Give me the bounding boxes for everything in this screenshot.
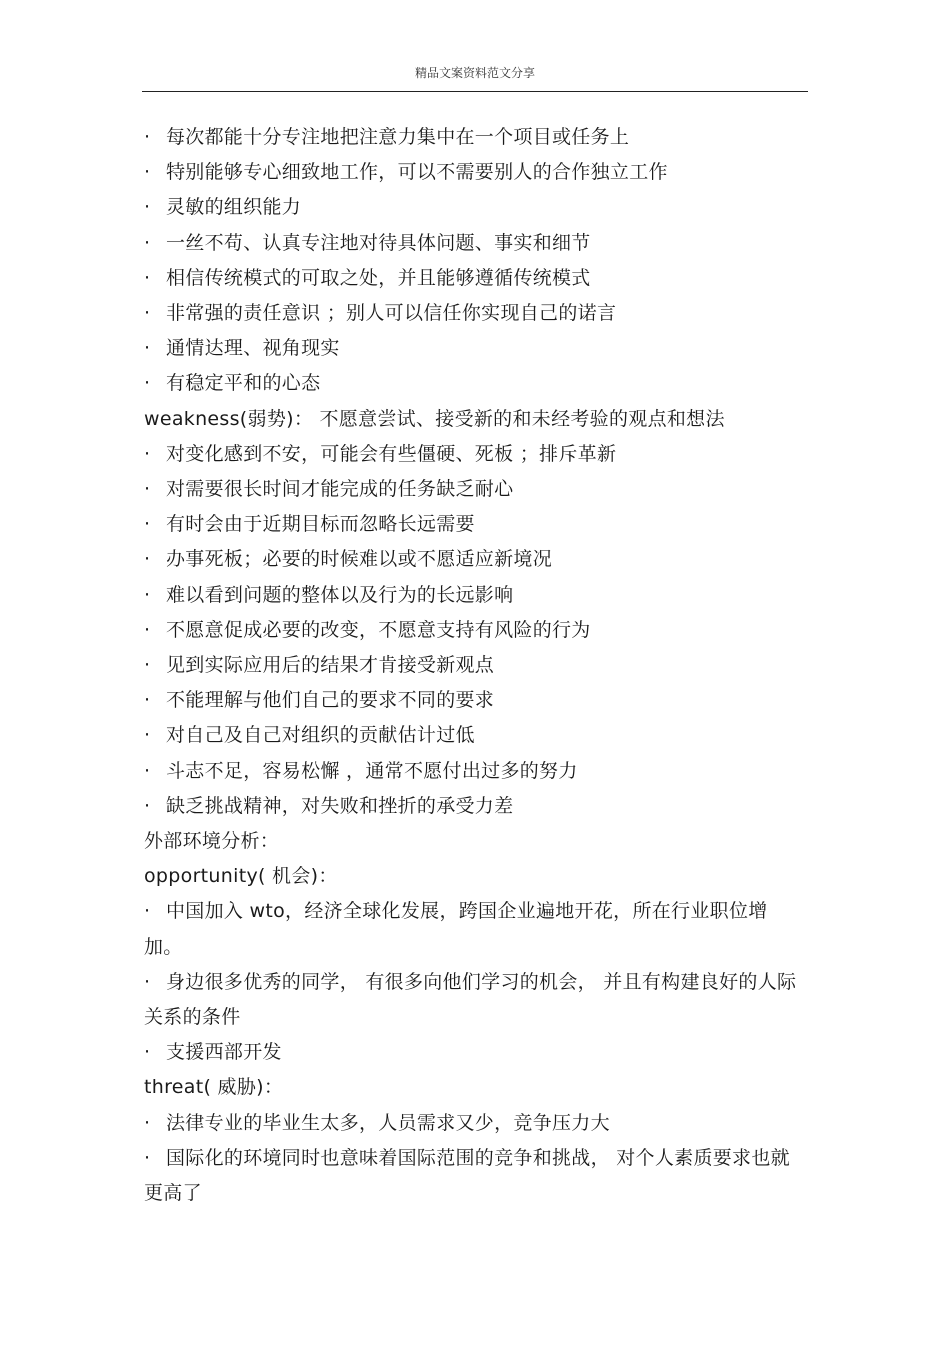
list-item (144, 965, 804, 1035)
bullet: · (144, 654, 151, 677)
list-item (144, 578, 804, 613)
list-item-text: 特别能够专心细致地工作，可以不需要别人的合作独立工作 (166, 161, 668, 184)
list-item (144, 613, 804, 648)
bullet: · (144, 442, 151, 465)
list-item-text: 灵敏的组织能力 (166, 196, 302, 219)
list-item (144, 261, 804, 296)
list-item-text: 缺乏挑战精神，对失败和挫折的承受力差 (166, 794, 514, 817)
weakness-heading: weakness(弱势)： 不愿意尝试、接受新的和未经考验的观点和想法 (144, 407, 725, 430)
list-item (144, 1141, 804, 1211)
list-item-text: 对变化感到不安，可能会有些僵硬、死板 ；排斥革新 (166, 442, 617, 465)
list-item-text: 国际化的环境同时也意味着国际范围的竞争和挑战， 对个人素质要求也就更高了 (144, 1146, 790, 1205)
bullet: · (144, 759, 151, 782)
list-item (144, 789, 804, 824)
opportunity-heading: opportunity( 机会)： (144, 865, 338, 888)
list-item (144, 718, 804, 753)
list-item (144, 366, 804, 401)
list-item (144, 155, 804, 190)
list-item (144, 437, 804, 472)
list-item (144, 754, 804, 789)
bullet: · (144, 302, 151, 325)
list-item-text: 通情达理、视角现实 (166, 337, 340, 360)
bullet: · (144, 618, 151, 641)
list-item-text: 中国加入 wto，经济全球化发展，跨国企业遍地开花，所在行业职位增加。 (144, 900, 768, 958)
bullet: · (144, 372, 151, 395)
list-item-text: 有时会由于近期目标而忽略长远需要 (166, 513, 475, 536)
list-item-text: 支援西部开发 (166, 1041, 282, 1064)
list-item-text: 难以看到问题的整体以及行为的长远影响 (166, 583, 514, 606)
bullet: · (144, 231, 151, 254)
list-item-text: 不能理解与他们自己的要求不同的要求 (166, 689, 495, 712)
list-item (144, 648, 804, 683)
list-item (144, 120, 804, 155)
bullet: · (144, 1111, 151, 1134)
list-item (144, 683, 804, 718)
list-item (144, 1035, 804, 1070)
bullet: · (144, 478, 151, 501)
bullet: · (144, 1041, 151, 1064)
list-item-text: 斗志不足，容易松懈 ，通常不愿付出过多的努力 (166, 759, 578, 782)
external-analysis-heading: 外部环境分析： (144, 830, 280, 853)
list-item-text: 见到实际应用后的结果才肯接受新观点 (166, 654, 495, 677)
bullet: · (144, 583, 151, 606)
list-item (144, 507, 804, 542)
list-item-text: 法律专业的毕业生太多，人员需求又少，竞争压力大 (166, 1111, 610, 1134)
bullet: · (144, 337, 151, 360)
bullet: · (144, 196, 151, 219)
list-item-text: 一丝不苟、认真专注地对待具体问题、事实和细节 (166, 231, 591, 254)
bullet: · (144, 724, 151, 747)
list-item (144, 1106, 804, 1141)
list-item (144, 894, 804, 964)
list-item (144, 226, 804, 261)
bullet: · (144, 513, 151, 536)
bullet: · (144, 970, 151, 993)
bullet: · (144, 266, 151, 289)
list-item-text: 对自己及自己对组织的贡献估计过低 (166, 724, 475, 747)
page-header: 精品文案资料范文分享 (414, 66, 535, 80)
bullet: · (144, 689, 151, 712)
list-item-text: 非常强的责任意识 ；别人可以信任你实现自己的诺言 (166, 302, 617, 325)
bullet: · (144, 548, 151, 571)
list-item-text: 相信传统模式的可取之处，并且能够遵循传统模式 (166, 266, 591, 289)
bullet: · (144, 1146, 151, 1169)
bullet: · (144, 161, 151, 184)
bullet: · (144, 126, 151, 148)
list-item (144, 190, 804, 225)
list-item (144, 331, 804, 366)
threat-heading: threat( 威胁)： (144, 1076, 284, 1099)
bullet: · (144, 794, 151, 817)
list-item-text: 有稳定平和的心态 (166, 372, 321, 395)
document-body (144, 120, 804, 1211)
header-divider (142, 91, 808, 92)
bullet: · (144, 900, 151, 923)
list-item (144, 542, 804, 577)
list-item-text: 不愿意促成必要的改变，不愿意支持有风险的行为 (166, 618, 591, 641)
list-item-text: 每次都能十分专注地把注意力集中在一个项目或任务上 (166, 126, 630, 148)
list-item-text: 身边很多优秀的同学， 有很多向他们学习的机会， 并且有构建良好的人际关系的条件 (144, 970, 797, 1029)
list-item-text: 对需要很长时间才能完成的任务缺乏耐心 (166, 478, 514, 501)
list-item (144, 296, 804, 331)
list-item-text: 办事死板；必要的时候难以或不愿适应新境况 (166, 548, 553, 571)
list-item (144, 472, 804, 507)
